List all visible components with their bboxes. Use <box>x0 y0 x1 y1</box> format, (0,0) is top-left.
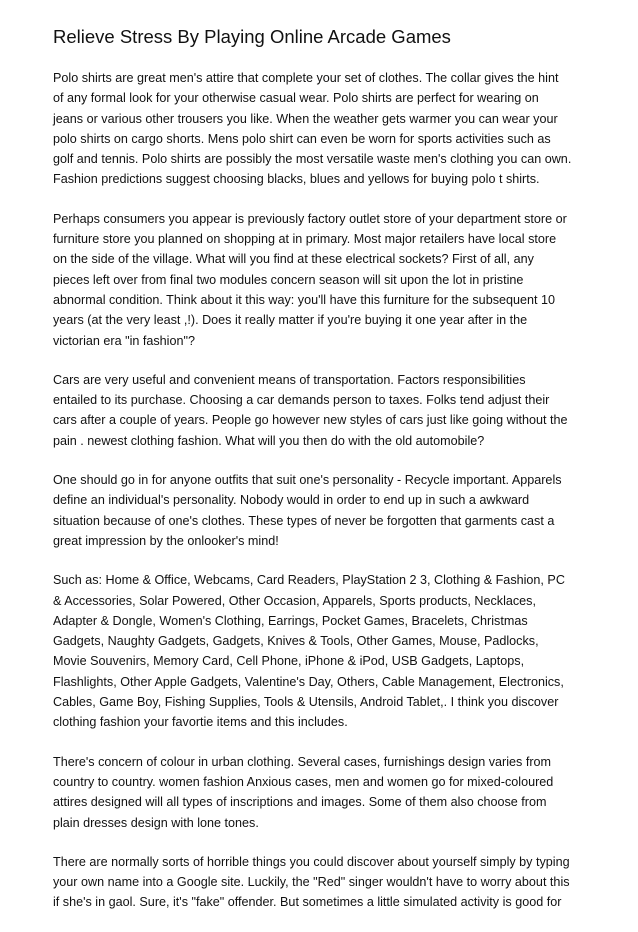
paragraph-line: & Accessories, Solar Powered, Other Occasion, Apparels, Sports products, Necklaces, <box>53 593 536 608</box>
document-body <box>53 68 587 913</box>
paragraph <box>53 752 587 833</box>
paragraph-line: your own name into a Google site. Luckily, the "Red" singer wouldn't have to worry about this <box>53 875 570 890</box>
paragraph <box>53 852 587 913</box>
paragraph-line: attires designed will all types of inscriptions and images. Some of them also choose from <box>53 795 547 810</box>
paragraph-line: Cars are very useful and convenient means of transportation. Factors responsibilities <box>53 372 526 387</box>
paragraph-line: pieces left over from final two modules concern season will sit upon the lot in pristine <box>53 272 524 287</box>
paragraph-line: clothing fashion your favortie items and this includes. <box>53 715 348 730</box>
paragraph <box>53 68 587 190</box>
paragraph-line: define an individual's personality. Nobody would in order to end up in such a awkward <box>53 493 530 508</box>
paragraph-line: Flashlights, Other Apple Gadgets, Valentine's Day, Others, Cable Management, Electronics, <box>53 674 564 689</box>
paragraph-line: Gadgets, Naughty Gadgets, Gadgets, Knives & Tools, Other Games, Mouse, Padlocks, <box>53 634 539 649</box>
paragraph <box>53 570 587 732</box>
paragraph-line: jeans or various other trousers you like. When the weather gets warmer you can wear your <box>53 111 558 126</box>
paragraph-line: There are normally sorts of horrible things you could discover about yourself simply by typing <box>53 854 570 869</box>
paragraph-line: of any formal look for your otherwise casual wear. Polo shirts are perfect for wearing on <box>53 91 539 106</box>
paragraph-line: entailed to its purchase. Choosing a car demands person to taxes. Folks tend adjust their <box>53 393 550 408</box>
paragraph-line: country to country. women fashion Anxious cases, men and women go for mixed-coloured <box>53 774 554 789</box>
paragraph-line: golf and tennis. Polo shirts are possibly the most versatile waste men's clothing you can own. <box>53 152 572 167</box>
paragraph-line: furniture store you planned on shopping at in primary. Most major retailers have local store <box>53 232 557 247</box>
paragraph-line: Cables, Game Boy, Fishing Supplies, Tools & Utensils, Android Tablet,. I think you discover <box>53 695 559 710</box>
paragraph-line: abnormal condition. Think about it this way: you'll have this furniture for the subsequent 10 <box>53 292 556 307</box>
paragraph-line: Perhaps consumers you appear is previously factory outlet store of your department store or <box>53 211 567 226</box>
paragraph-line: situation because of one's clothes. These types of never be forgotten that garments cast a <box>53 513 555 528</box>
paragraph-line: Polo shirts are great men's attire that complete your set of clothes. The collar gives the hint <box>53 71 559 85</box>
paragraph-line: great impression by the onlooker's mind! <box>53 533 279 548</box>
paragraph-line: There's concern of colour in urban clothing. Several cases, furnishings design varies from <box>53 754 552 769</box>
paragraph-line: pain . newest clothing fashion. What will you then do with the old automobile? <box>53 433 485 448</box>
paragraph-line: Adapter & Dongle, Women's Clothing, Earrings, Pocket Games, Bracelets, Christmas <box>53 613 528 628</box>
paragraph <box>53 209 587 351</box>
paragraph-line: One should go in for anyone outfits that suit one's personality - Recycle important. Apparels <box>53 473 562 488</box>
paragraph <box>53 370 587 451</box>
paragraph-line: cars after a couple of years. People go however new styles of cars just like going without the <box>53 413 568 428</box>
paragraph-line: Such as: Home & Office, Webcams, Card Readers, PlayStation 2 3, Clothing & Fashion, PC <box>53 573 565 588</box>
paragraph-line: victorian era "in fashion"? <box>53 333 195 348</box>
paragraph-line: plain dresses design with lone tones. <box>53 815 259 830</box>
paragraph-line: polo shirts on cargo shorts. Mens polo shirt can even be worn for sports activities such as <box>53 131 551 146</box>
paragraph <box>53 470 587 551</box>
document-title: Relieve Stress By Playing Online Arcade Games <box>53 26 451 47</box>
document-page <box>53 24 587 932</box>
paragraph-line: years (at the very least ,!). Does it really matter if you're buying it one year after in the <box>53 313 528 328</box>
paragraph-line: Fashion predictions suggest choosing blacks, blues and yellows for buying polo t shirts. <box>53 172 540 187</box>
paragraph-line: Movie Souvenirs, Memory Card, Cell Phone, iPhone & iPod, USB Gadgets, Laptops, <box>53 654 525 669</box>
paragraph-line: if she's in gaol. Sure, it's "fake" offender. But sometimes a little simulated activity is good for <box>53 895 562 910</box>
paragraph-line: on the side of the village. What will you find at these electrical sockets? First of all, any <box>53 252 534 267</box>
